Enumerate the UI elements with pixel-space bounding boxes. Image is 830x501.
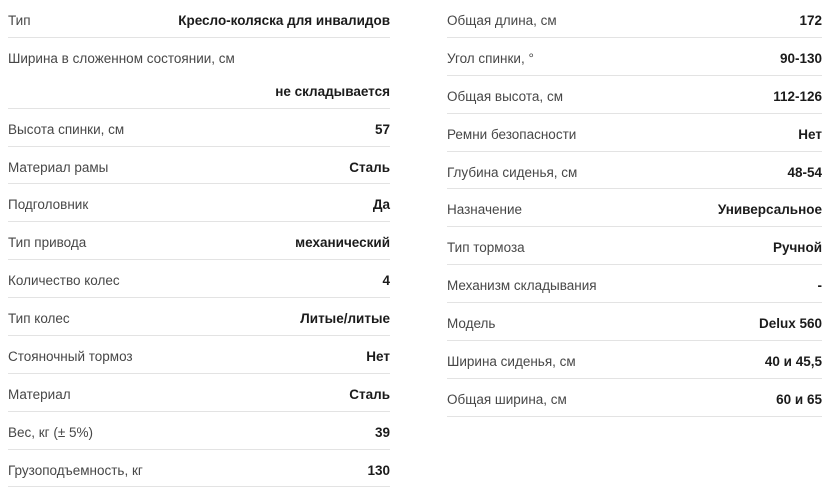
- spec-row: [447, 265, 822, 303]
- spec-value: 60 и 65: [776, 391, 822, 407]
- spec-row: [447, 379, 822, 417]
- spec-row: [8, 184, 390, 222]
- spec-value: 4: [382, 273, 390, 289]
- spec-value: Ручной: [772, 240, 822, 256]
- spec-row: [447, 114, 822, 152]
- spec-value: 57: [374, 121, 390, 137]
- spec-label: Механизм складывания: [447, 278, 597, 294]
- spec-value: 172: [799, 13, 822, 28]
- spec-value: 39: [374, 424, 390, 440]
- spec-label: Материал: [8, 386, 71, 402]
- spec-value: Литые/литые: [300, 311, 390, 326]
- spec-row: [8, 0, 390, 38]
- spec-value: 48-54: [787, 164, 822, 180]
- spec-label: Глубина сиденья, см: [447, 164, 578, 180]
- spec-label: Общая ширина, см: [447, 391, 567, 407]
- spec-label: Вес, кг (± 5%): [8, 424, 94, 440]
- spec-label: Общая высота, см: [447, 88, 563, 104]
- spec-row: [447, 38, 822, 76]
- spec-label: Материал рамы: [8, 159, 109, 175]
- spec-row: [8, 412, 390, 450]
- spec-value: механический: [295, 235, 390, 251]
- spec-value: не складывается: [275, 83, 390, 99]
- spec-value: 90-130: [779, 50, 822, 66]
- spec-label: Тип колес: [8, 311, 70, 326]
- spec-row: [8, 222, 390, 260]
- spec-value: Delux 560: [758, 316, 822, 331]
- spec-label: Стояночный тормоз: [8, 348, 133, 364]
- spec-value: Универсальное: [717, 202, 822, 218]
- spec-label: Грузоподъемность, кг: [8, 462, 143, 478]
- spec-label: Тип тормоза: [447, 240, 525, 256]
- spec-value: Нет: [366, 348, 390, 364]
- spec-value: Нет: [798, 126, 822, 142]
- spec-row: [447, 76, 822, 114]
- spec-label: Высота спинки, см: [8, 121, 125, 137]
- spec-label: Общая длина, см: [447, 13, 557, 28]
- spec-value: Да: [372, 197, 390, 213]
- spec-label: Назначение: [447, 202, 523, 218]
- specs-column-right: [415, 0, 830, 501]
- spec-label: Угол спинки, °: [447, 50, 534, 66]
- spec-row: [8, 260, 390, 298]
- spec-value: 130: [367, 462, 390, 478]
- spec-value: Сталь: [349, 386, 390, 402]
- spec-row: [8, 298, 390, 336]
- spec-row: [8, 450, 390, 488]
- spec-value: Кресло-коляска для инвалидов: [178, 13, 390, 28]
- spec-value: -: [817, 278, 822, 294]
- spec-row: [447, 303, 822, 341]
- spec-label: Ширина сиденья, см: [447, 353, 576, 369]
- spec-row: [8, 336, 390, 374]
- spec-value: Сталь: [349, 159, 390, 175]
- spec-label: Тип привода: [8, 235, 87, 251]
- spec-row: [447, 227, 822, 265]
- spec-row: [447, 152, 822, 190]
- spec-row: [8, 374, 390, 412]
- spec-label: Ширина в сложенном состоянии, см: [8, 50, 235, 66]
- spec-row: [8, 147, 390, 185]
- spec-label: Количество колес: [8, 273, 120, 289]
- spec-row: [447, 189, 822, 227]
- spec-value: 40 и 45,5: [764, 353, 822, 369]
- spec-label: Модель: [447, 316, 496, 331]
- spec-label: Ремни безопасности: [447, 126, 577, 142]
- spec-row: [447, 0, 822, 38]
- spec-row: [8, 109, 390, 147]
- spec-value: 112-126: [773, 88, 822, 104]
- spec-row: [447, 341, 822, 379]
- spec-label: Подголовник: [8, 197, 89, 213]
- spec-row: [8, 38, 390, 109]
- spec-label: Тип: [8, 13, 31, 28]
